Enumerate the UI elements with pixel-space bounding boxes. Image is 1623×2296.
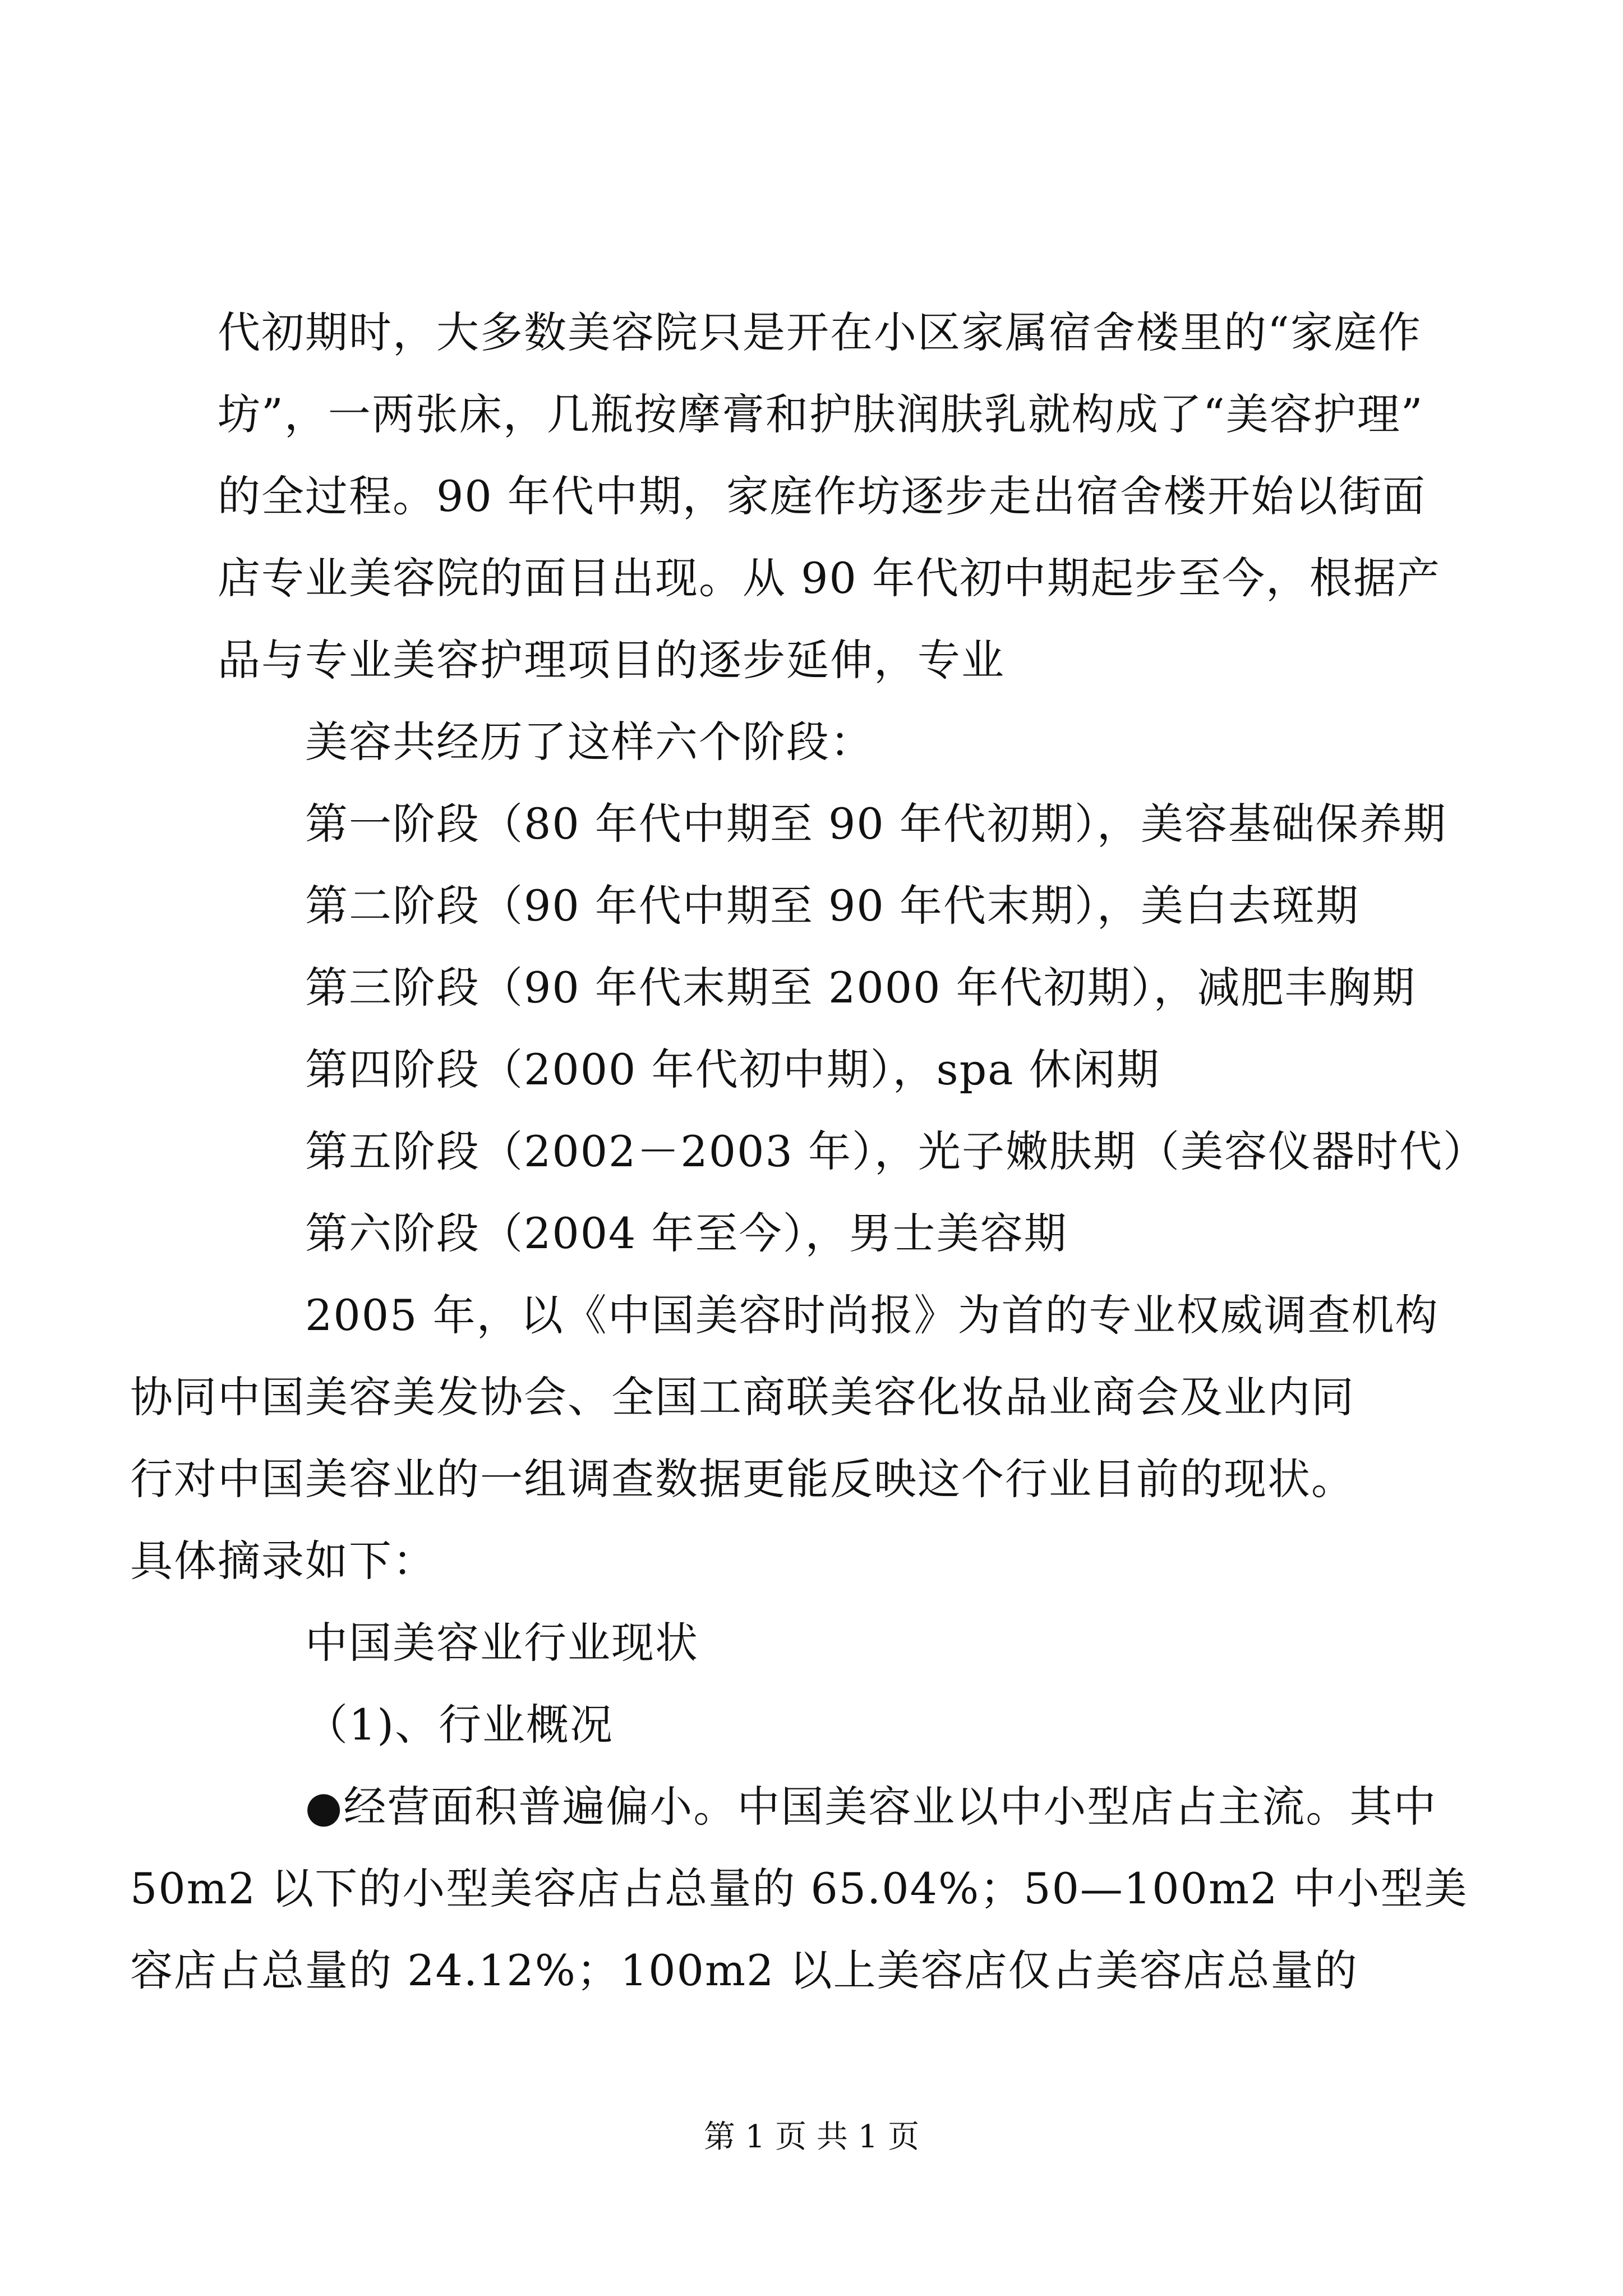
document-body [130,292,1487,2012]
text-line: 第六阶段（2004 年至今），男士美容期 [305,1208,1068,1258]
section-heading-industry-status [218,1602,1423,1684]
text-line: 坊”，一两张床，几瓶按摩膏和护肤润肤乳就构成了“美容护理” [218,389,1424,439]
text-line: 容店占总量的 24.12%；100m2 以上美容店仅占美容店总量的 [130,1945,1358,1995]
text-line: 第四阶段（2000 年代初中期），spa 休闲期 [305,1045,1160,1094]
text-line: 品与专业美容护理项目的逐步延伸，专业 [218,635,1005,685]
text-line: 第三阶段（90 年代末期至 2000 年代初期），减肥丰胸期 [305,963,1416,1013]
text-line: ●经营面积普遍偏小。中国美容业以中小型店占主流。其中 [305,1782,1437,1832]
text-line: 第五阶段（2002－2003 年），光子嫩肤期（美容仪器时代） [305,1126,1487,1176]
paragraph-stage-4 [218,1029,1423,1111]
paragraph-stage-2 [218,865,1423,947]
text-line: 的全过程。90 年代中期，家庭作坊逐步走出宿舍楼开始以街面 [218,471,1426,521]
text-line: 2005 年，以《中国美容时尚报》为首的专业权威调查机构 [305,1290,1439,1340]
text-line: 协同中国美容美发协会、全国工商联美容化妆品业商会及业内同 [130,1372,1355,1422]
paragraph-stage-6 [218,1193,1423,1274]
page-number-label: 第 1 页 共 1 页 [703,2119,920,2155]
page-footer [0,2118,1623,2157]
text-line: 美容共经历了这样六个阶段： [305,717,874,767]
paragraph-stage-5 [218,1111,1487,1193]
paragraph-business-area [130,1766,1468,2012]
subsection-heading-overview [218,1684,1423,1766]
paragraph-survey-2005 [130,1274,1439,1602]
paragraph-stage-1 [218,783,1447,865]
text-line: 第二阶段（90 年代中期至 90 年代末期），美白去斑期 [305,881,1359,931]
text-line: 50m2 以下的小型美容店占总量的 65.04%；50—100m2 中小型美 [130,1864,1468,1913]
text-line: 第一阶段（80 年代中期至 90 年代初期），美容基础保养期 [305,799,1447,849]
paragraph-stage-3 [218,947,1423,1029]
paragraph-history-intro [218,292,1441,701]
text-line: 代初期时，大多数美容院只是开在小区家属宿舍楼里的“家庭作 [218,307,1422,357]
paragraph-six-stages-intro [218,701,1423,783]
text-line: 店专业美容院的面目出现。从 90 年代初中期起步至今，根据产 [218,553,1441,603]
text-line: 行对中国美容业的一组调查数据更能反映这个行业目前的现状。 [130,1454,1355,1504]
text-line: 中国美容业行业现状 [305,1618,699,1668]
text-line: 具体摘录如下： [130,1536,436,1586]
text-line: （1)、行业概况 [305,1700,614,1750]
